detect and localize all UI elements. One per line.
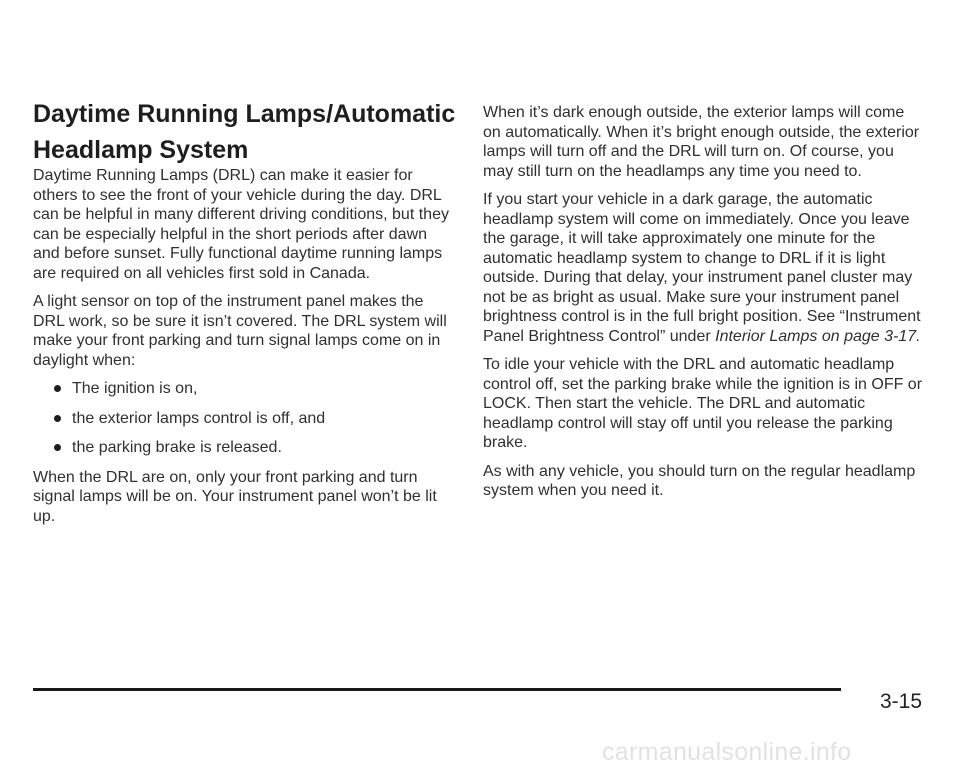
bullet-icon [54, 415, 61, 422]
bullet-icon [54, 444, 61, 451]
section-title-line1: Daytime Running Lamps/Automatic [33, 100, 456, 128]
left-paragraph-3: When the DRL are on, only your front parking and turn signal lamps will be on. Your instrument panel won’t be lit up. [33, 468, 437, 525]
condition-text-ignition: The ignition is on, [72, 380, 198, 397]
right-column [483, 103, 923, 510]
watermark: carmanualsonline.info [602, 738, 852, 766]
condition-list-item [33, 379, 458, 399]
footer-rule [33, 688, 841, 691]
right-paragraph-2-text: If you start your vehicle in a dark garage, the automatic headlamp system will come on immediately. Once you leave the garage, it will take approximately one minute for the automatic headlamp system to change to DRL if it is light outside. During that delay, your instrument panel cluster may not be as bright as usual. Make sure your instrument panel brightness control is in the full bright position. See “Instrument Panel Brightness Control” under [483, 191, 921, 345]
left-paragraph-2: A light sensor on top of the instrument panel makes the DRL work, so be sure it isn’t covered. The DRL system will make your front parking and turn signal lamps come on in daylight when: [33, 293, 447, 369]
condition-text-exterior-lamps: the exterior lamps control is off, and [72, 409, 326, 427]
section-title-line2: Headlamp System [33, 136, 249, 164]
left-column [33, 166, 458, 535]
interior-lamps-reference: Interior Lamps on page 3-17. [715, 327, 921, 345]
condition-list-item [33, 438, 458, 458]
bullet-icon [54, 385, 61, 392]
right-paragraph-3: To idle your vehicle with the DRL and automatic headlamp control off, set the parking brake while the ignition is in OFF or LOCK. Then start the vehicle. The DRL and automatic headlamp control will stay off until you release the parking brake. [483, 356, 923, 451]
condition-text-parking-brake: the parking brake is released. [72, 439, 282, 456]
right-paragraph-2 [483, 190, 923, 346]
page-number: 3-15 [880, 690, 923, 713]
section-title [33, 96, 463, 168]
condition-list [33, 379, 458, 458]
right-paragraph-4: As with any vehicle, you should turn on the regular headlamp system when you need it. [483, 462, 916, 499]
right-paragraph-1: When it’s dark enough outside, the exterior lamps will come on automatically. When it’s bright enough outside, the exterior lamps will turn off and the DRL will turn on. Of course, you may still turn on the headlamps any time you need to. [483, 104, 920, 180]
left-paragraph-1: Daytime Running Lamps (DRL) can make it easier for others to see the front of your vehicle during the day. DRL can be helpful in many different driving conditions, but they can be especially helpful in the short periods after dawn and before sunset. Fully functional daytime running lamps are required on all vehicles first sold in Canada. [33, 167, 449, 282]
condition-list-item [33, 409, 458, 429]
